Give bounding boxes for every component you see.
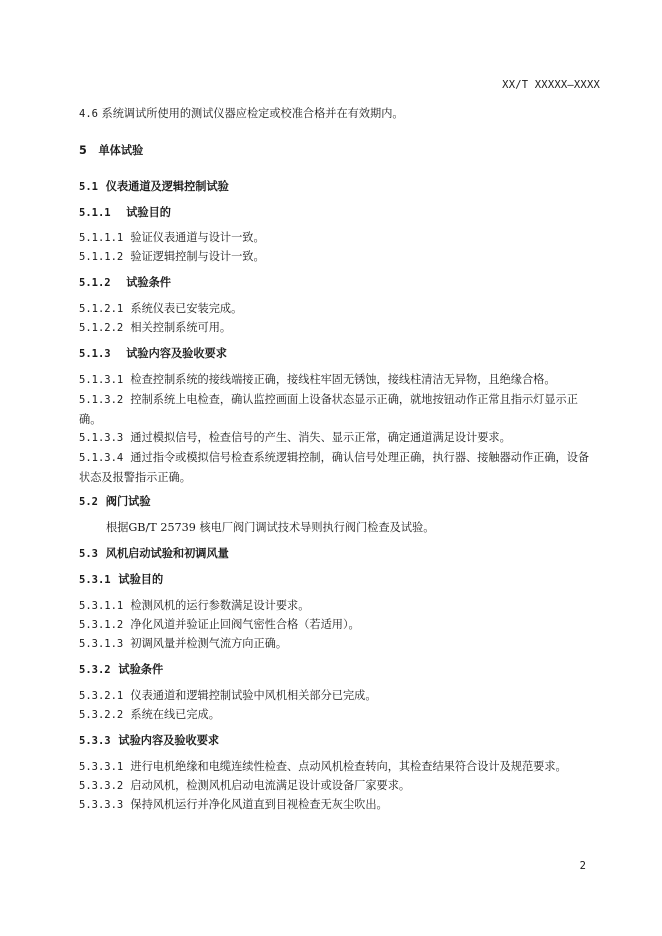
clause-5-3-1-1: 5.3.1.1 检测风机的运行参数满足设计要求。 bbox=[79, 599, 310, 612]
clause-5-3-2-2: 5.3.2.2 系统在线已完成。 bbox=[79, 708, 220, 721]
clause-5-1-1-1: 5.1.1.1 验证仪表通道与设计一致。 bbox=[79, 231, 265, 244]
clause-4-6: 4.6 系统调试所使用的测试仪器应检定或校准合格并在有效期内。 bbox=[79, 107, 404, 120]
heading-5-3-3: 5.3.3 试验内容及验收要求 bbox=[79, 734, 220, 747]
clause-5-3-1-3: 5.3.1.3 初调风量并检测气流方向正确。 bbox=[79, 637, 288, 650]
heading-5-2: 5.2 阀门试验 bbox=[79, 495, 151, 508]
clause-5-3-3-3: 5.3.3.3 保持风机运行并净化风道直到目视检查无灰尘吹出。 bbox=[79, 798, 388, 811]
page-number: 2 bbox=[579, 860, 586, 872]
heading-5-1-2: 5.1.2 试验条件 bbox=[79, 276, 171, 289]
heading-5-1: 5.1 仪表通道及逻辑控制试验 bbox=[79, 180, 229, 193]
clause-5-3-3-2: 5.3.3.2 启动风机，检测风机启动电流满足设计或设备厂家要求。 bbox=[79, 779, 411, 792]
clause-5-3-3-1: 5.3.3.1 进行电机绝缘和电缆连续性检查、点动风机检查转向，其检查结果符合设计及规范要求。 bbox=[79, 760, 567, 773]
clause-5-1-3-4: 5.1.3.4 通过指令或模拟信号检查系统逻辑控制，确认信号处理正确，执行器、接触器动作正确，设备状态及报警指示正确。 bbox=[79, 451, 590, 484]
clause-5-1-3-3: 5.1.3.3 通过模拟信号，检查信号的产生、消失、显示正常，确定通道满足设计要求。 bbox=[79, 431, 511, 444]
heading-5-3: 5.3 风机启动试验和初调风量 bbox=[79, 547, 229, 560]
clause-5-3-2-1: 5.3.2.1 仪表通道和逻辑控制试验中风机相关部分已完成。 bbox=[79, 689, 377, 702]
document-header: XX/T XXXXX—XXXX bbox=[502, 79, 600, 91]
heading-5-3-2: 5.3.2 试验条件 bbox=[79, 663, 164, 676]
clause-5-1-3-1: 5.1.3.1 检查控制系统的接线端接正确，接线柱牢固无锈蚀，接线柱清洁无异物，且绝缘合格。 bbox=[79, 373, 556, 386]
clause-5-1-3-2: 5.1.3.2 控制系统上电检查，确认监控画面上设备状态显示正确，就地按钮动作正常且指示灯显示正确。 bbox=[79, 393, 578, 426]
heading-5: 5 单体试验 bbox=[79, 144, 144, 157]
clause-5-3-1-2: 5.3.1.2 净化风道并验证止回阀气密性合格（若适用）。 bbox=[79, 618, 360, 631]
clause-5-1-1-2: 5.1.1.2 验证逻辑控制与设计一致。 bbox=[79, 250, 265, 263]
clause-5-2-text: 根据GB/T 25739 核电厂阀门调试技术导则执行阀门检查及试验。 bbox=[106, 521, 435, 534]
heading-5-1-1: 5.1.1 试验目的 bbox=[79, 206, 171, 219]
clause-5-1-2-1: 5.1.2.1 系统仪表已安装完成。 bbox=[79, 302, 243, 315]
heading-5-1-3: 5.1.3 试验内容及验收要求 bbox=[79, 347, 227, 360]
heading-5-3-1: 5.3.1 试验目的 bbox=[79, 573, 164, 586]
clause-5-1-2-2: 5.1.2.2 相关控制系统可用。 bbox=[79, 321, 232, 334]
